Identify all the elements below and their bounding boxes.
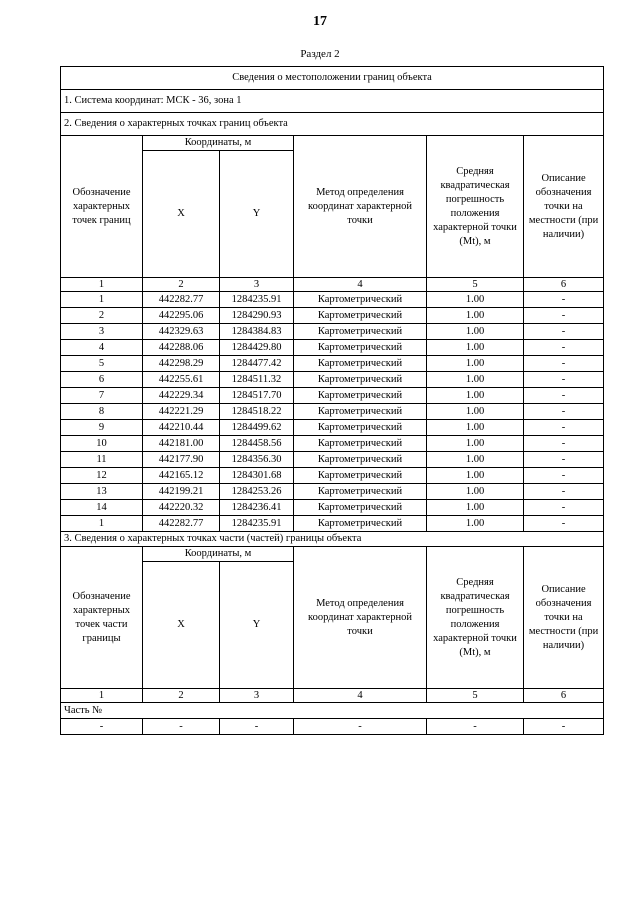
- cell-x: 442181.00: [143, 436, 220, 452]
- cell-description: -: [524, 452, 604, 468]
- cell-y: 1284235.91: [220, 292, 294, 308]
- column-numbers-row-part: [61, 689, 604, 703]
- column-number: 2: [143, 278, 220, 292]
- cell-error: 1.00: [427, 324, 524, 340]
- table-row: [61, 452, 604, 468]
- boundary-table: [60, 66, 604, 735]
- cell-description: -: [524, 324, 604, 340]
- cell-point: 1: [61, 516, 143, 532]
- cell-description: -: [524, 484, 604, 500]
- cell-method: Картометрический: [294, 484, 427, 500]
- cell-x: 442210.44: [143, 420, 220, 436]
- table-row: [61, 372, 604, 388]
- cell-y: 1284290.93: [220, 308, 294, 324]
- cell-y: 1284511.32: [220, 372, 294, 388]
- cell-error: 1.00: [427, 340, 524, 356]
- cell-y: 1284384.83: [220, 324, 294, 340]
- cell-x: 442229.34: [143, 388, 220, 404]
- column-number: 6: [524, 278, 604, 292]
- column-number: 5: [427, 689, 524, 703]
- part-cell-y: -: [220, 719, 294, 735]
- part-cell-error: -: [427, 719, 524, 735]
- cell-description: -: [524, 356, 604, 372]
- table-row: [61, 420, 604, 436]
- section-label: Раздел 2: [300, 48, 340, 60]
- cell-description: -: [524, 516, 604, 532]
- table-row: [61, 436, 604, 452]
- header-description: Описание обозначения точки на местности (при наличии): [524, 136, 604, 278]
- cell-x: 442220.32: [143, 500, 220, 516]
- cell-y: 1284477.42: [220, 356, 294, 372]
- part-row: [61, 719, 604, 735]
- cell-method: Картометрический: [294, 340, 427, 356]
- column-number: 1: [61, 689, 143, 703]
- header-error-part: Средняя квадратическая погрешность положения характерной точки (Mt), м: [427, 547, 524, 689]
- header-y: Y: [220, 151, 294, 278]
- header-coordinates: Координаты, м: [143, 136, 294, 151]
- cell-x: 442295.06: [143, 308, 220, 324]
- header-method-part: Метод определения координат характерной точки: [294, 547, 427, 689]
- cell-method: Картометрический: [294, 420, 427, 436]
- cell-error: 1.00: [427, 388, 524, 404]
- part2-title: 2. Сведения о характерных точках границ объекта: [61, 113, 604, 136]
- cell-point: 14: [61, 500, 143, 516]
- cell-x: 442255.61: [143, 372, 220, 388]
- part-cell-method: -: [294, 719, 427, 735]
- table-row: [61, 516, 604, 532]
- part3-title: 3. Сведения о характерных точках части (частей) границы объекта: [61, 532, 604, 547]
- cell-method: Картометрический: [294, 388, 427, 404]
- header-method: Метод определения координат характерной точки: [294, 136, 427, 278]
- cell-error: 1.00: [427, 468, 524, 484]
- cell-x: 442199.21: [143, 484, 220, 500]
- cell-method: Картометрический: [294, 452, 427, 468]
- part-number-label: Часть №: [61, 703, 604, 719]
- cell-error: 1.00: [427, 372, 524, 388]
- cell-x: 442165.12: [143, 468, 220, 484]
- cell-method: Картометрический: [294, 372, 427, 388]
- table-row: [61, 404, 604, 420]
- column-number: 1: [61, 278, 143, 292]
- column-number: 2: [143, 689, 220, 703]
- cell-description: -: [524, 292, 604, 308]
- cell-point: 13: [61, 484, 143, 500]
- coordinate-system: 1. Система координат: МСК - 36, зона 1: [61, 90, 604, 113]
- cell-point: 11: [61, 452, 143, 468]
- column-number: 4: [294, 278, 427, 292]
- column-number: 3: [220, 689, 294, 703]
- cell-error: 1.00: [427, 404, 524, 420]
- cell-description: -: [524, 468, 604, 484]
- cell-error: 1.00: [427, 484, 524, 500]
- cell-error: 1.00: [427, 356, 524, 372]
- cell-x: 442282.77: [143, 292, 220, 308]
- column-number: 4: [294, 689, 427, 703]
- cell-point: 2: [61, 308, 143, 324]
- cell-method: Картометрический: [294, 292, 427, 308]
- cell-description: -: [524, 500, 604, 516]
- cell-description: -: [524, 388, 604, 404]
- table-row: [61, 292, 604, 308]
- cell-method: Картометрический: [294, 436, 427, 452]
- cell-method: Картометрический: [294, 404, 427, 420]
- table-row: [61, 356, 604, 372]
- header-y-part: Y: [220, 562, 294, 689]
- cell-y: 1284301.68: [220, 468, 294, 484]
- cell-error: 1.00: [427, 436, 524, 452]
- cell-description: -: [524, 436, 604, 452]
- cell-error: 1.00: [427, 516, 524, 532]
- table-row: [61, 500, 604, 516]
- part-cell-point: -: [61, 719, 143, 735]
- cell-point: 12: [61, 468, 143, 484]
- header-description-part: Описание обозначения точки на местности (при наличии): [524, 547, 604, 689]
- cell-method: Картометрический: [294, 324, 427, 340]
- cell-x: 442288.06: [143, 340, 220, 356]
- table-row: [61, 484, 604, 500]
- table-row: [61, 468, 604, 484]
- page-number: 17: [313, 14, 327, 29]
- cell-y: 1284253.26: [220, 484, 294, 500]
- cell-point: 1: [61, 292, 143, 308]
- column-number: 5: [427, 278, 524, 292]
- cell-method: Картометрический: [294, 516, 427, 532]
- cell-point: 4: [61, 340, 143, 356]
- cell-error: 1.00: [427, 452, 524, 468]
- column-number: 6: [524, 689, 604, 703]
- cell-point: 5: [61, 356, 143, 372]
- cell-x: 442282.77: [143, 516, 220, 532]
- cell-error: 1.00: [427, 308, 524, 324]
- cell-method: Картометрический: [294, 356, 427, 372]
- cell-description: -: [524, 404, 604, 420]
- table-row: [61, 324, 604, 340]
- header-point-label: Обозначение характерных точек границ: [61, 136, 143, 278]
- header-x-part: X: [143, 562, 220, 689]
- cell-point: 6: [61, 372, 143, 388]
- cell-description: -: [524, 340, 604, 356]
- column-number: 3: [220, 278, 294, 292]
- part-cell-x: -: [143, 719, 220, 735]
- header-error: Средняя квадратическая погрешность положения характерной точки (Mt), м: [427, 136, 524, 278]
- cell-point: 8: [61, 404, 143, 420]
- cell-description: -: [524, 372, 604, 388]
- cell-point: 10: [61, 436, 143, 452]
- part-cell-description: -: [524, 719, 604, 735]
- cell-x: 442221.29: [143, 404, 220, 420]
- cell-x: 442298.29: [143, 356, 220, 372]
- cell-description: -: [524, 420, 604, 436]
- cell-point: 3: [61, 324, 143, 340]
- cell-y: 1284235.91: [220, 516, 294, 532]
- cell-y: 1284458.56: [220, 436, 294, 452]
- cell-y: 1284236.41: [220, 500, 294, 516]
- cell-x: 442329.63: [143, 324, 220, 340]
- cell-y: 1284429.80: [220, 340, 294, 356]
- cell-method: Картометрический: [294, 308, 427, 324]
- cell-method: Картометрический: [294, 468, 427, 484]
- cell-error: 1.00: [427, 292, 524, 308]
- cell-y: 1284517.70: [220, 388, 294, 404]
- cell-error: 1.00: [427, 500, 524, 516]
- cell-point: 9: [61, 420, 143, 436]
- table-title: Сведения о местоположении границ объекта: [61, 67, 604, 90]
- cell-y: 1284518.22: [220, 404, 294, 420]
- header-x: X: [143, 151, 220, 278]
- header-coordinates-part: Координаты, м: [143, 547, 294, 562]
- cell-error: 1.00: [427, 420, 524, 436]
- column-numbers-row: [61, 278, 604, 292]
- cell-description: -: [524, 308, 604, 324]
- table-row: [61, 388, 604, 404]
- cell-point: 7: [61, 388, 143, 404]
- table-row: [61, 340, 604, 356]
- cell-y: 1284499.62: [220, 420, 294, 436]
- cell-method: Картометрический: [294, 500, 427, 516]
- table-row: [61, 308, 604, 324]
- header-point-label-part: Обозначение характерных точек части границы: [61, 547, 143, 689]
- cell-y: 1284356.30: [220, 452, 294, 468]
- cell-x: 442177.90: [143, 452, 220, 468]
- data-rows: [61, 292, 604, 532]
